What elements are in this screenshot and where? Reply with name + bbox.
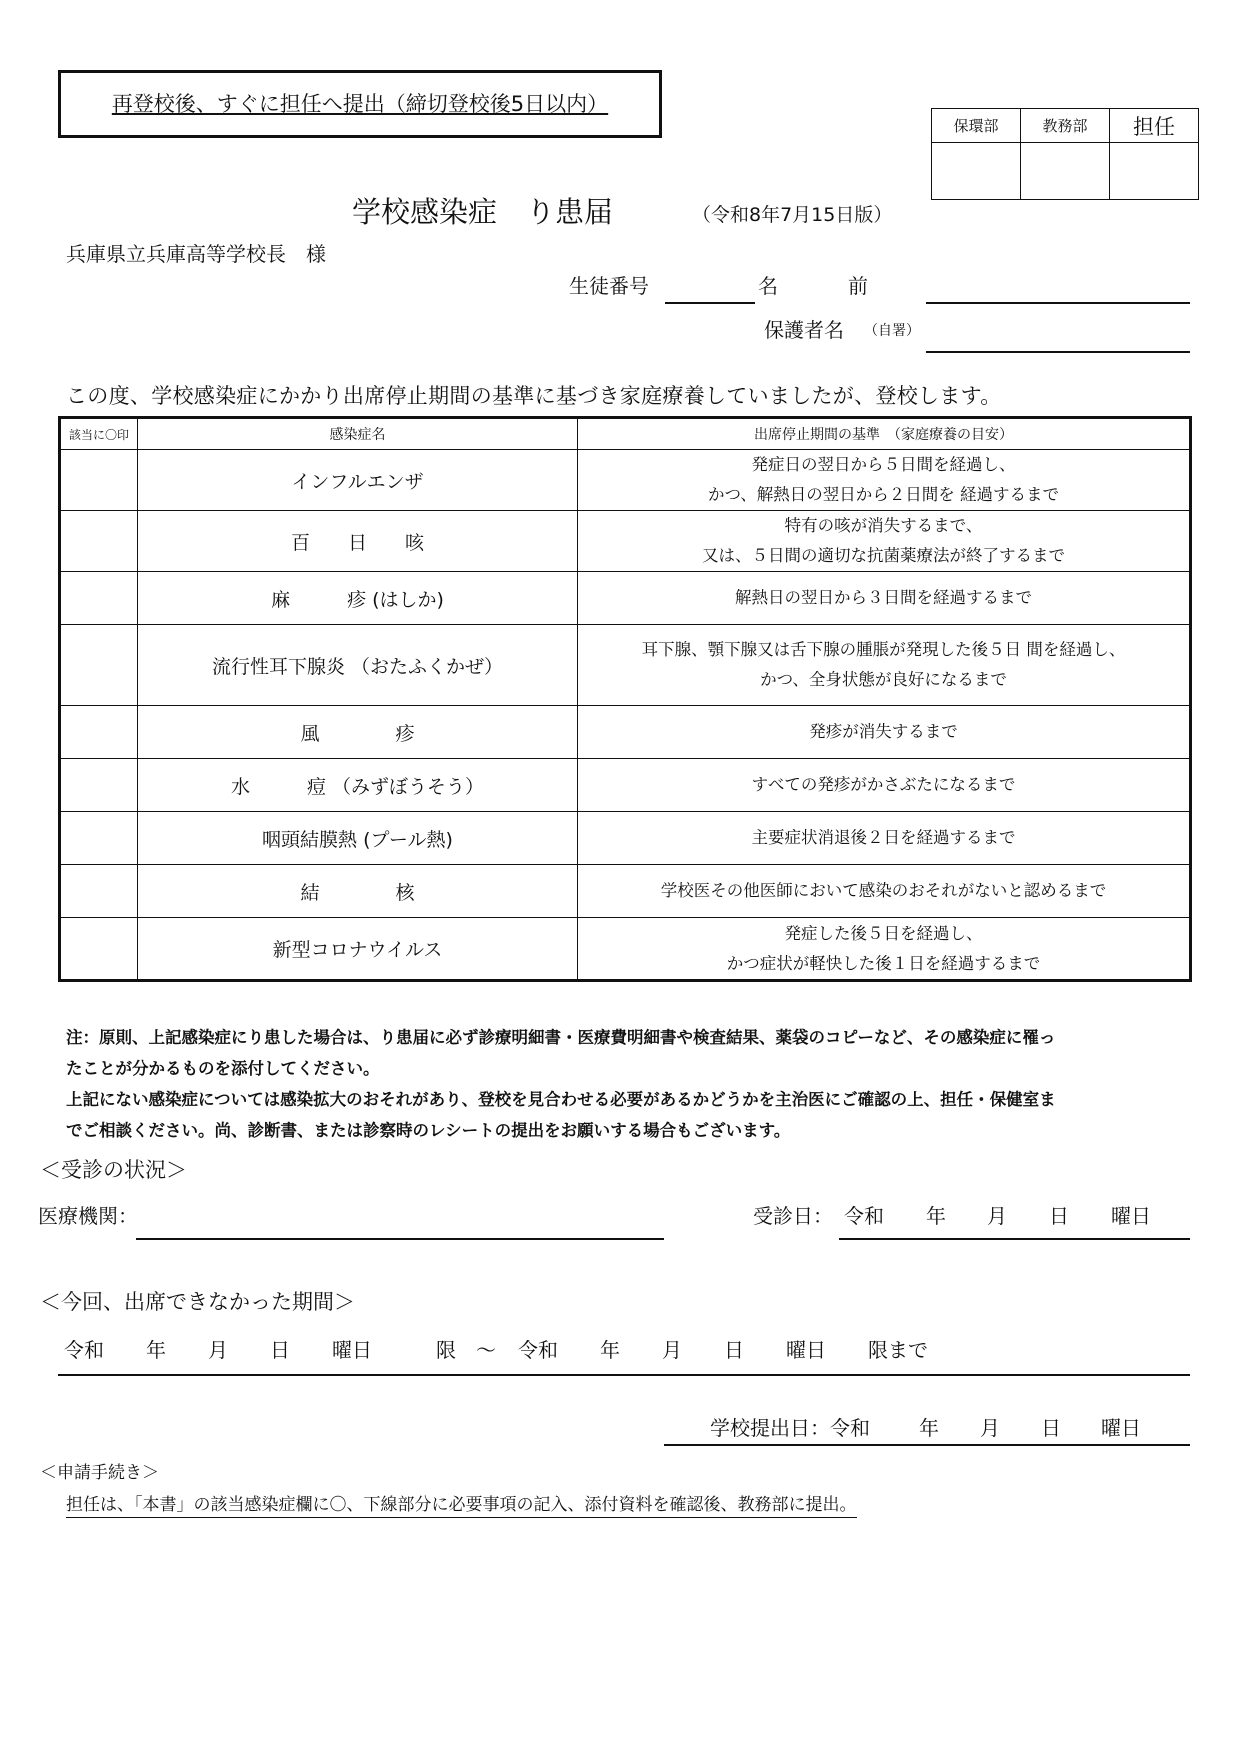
criteria-cell <box>578 706 1191 759</box>
consult-weekday: 曜日 <box>1111 1204 1151 1228</box>
absence-to-month: 月 <box>662 1338 682 1362</box>
table-row <box>60 572 1191 625</box>
criteria-line: かつ、全身状態が良好になるまで <box>760 670 1007 689</box>
addressee: 兵庫県立兵庫高等学校長 様 <box>66 242 326 266</box>
criteria-line: かつ症状が軽快した後１日を経過するまで <box>726 953 1041 973</box>
criteria-cell <box>578 572 1191 625</box>
table-row <box>60 918 1191 981</box>
disease-name: 新型コロナウイルス <box>138 918 578 981</box>
stamp-box-kyomu[interactable] <box>1021 143 1110 200</box>
criteria-line: 解熱日の翌日から３日間を経過するまで <box>735 588 1032 607</box>
absence-period-field[interactable] <box>58 1374 1190 1376</box>
notice-line: でご相談ください。尚、診断書、または診察時のレシートの提出をお願いする場合もございます。 <box>66 1121 791 1140</box>
table-row <box>60 812 1191 865</box>
notice-line: 注：原則、上記感染症にり患した場合は、り患届に必ず診療明細書・医療費明細書や検査結果、薬袋のコピーなど、その感染症に罹っ <box>66 1028 1056 1047</box>
institution-label: 医療機関： <box>38 1204 138 1228</box>
criteria-line: 主要症状消退後２日を経過するまで <box>751 828 1016 847</box>
name-label-a: 名 <box>758 274 778 298</box>
disease-name: 麻 疹 (はしか) <box>138 572 578 625</box>
guardian-name-label: 保護者名 <box>764 318 844 342</box>
submission-notice-box <box>58 70 662 138</box>
disease-name: 百 日 咳 <box>138 511 578 572</box>
absence-heading: ＜今回、出席できなかった期間＞ <box>40 1290 355 1314</box>
criteria-cell <box>578 511 1191 572</box>
stamp-label-tannin: 担任 <box>1110 109 1199 143</box>
stamp-label-kyomu: 教務部 <box>1021 109 1110 143</box>
criteria-line: 発症日の翌日から５日間を経過し、 <box>751 455 1016 474</box>
notice-line: 上記にない感染症については感染拡大のおそれがあり、登校を見合わせる必要があるかどうかを主治医にご確認の上、担任・保健室ま <box>66 1090 1056 1109</box>
criteria-line: 発症した後５日を経過し、 <box>784 923 983 943</box>
table-row <box>60 511 1191 572</box>
mark-cell[interactable] <box>60 865 138 918</box>
document-edition: （令和8年7月15日版） <box>692 204 893 226</box>
table-row <box>60 865 1191 918</box>
disease-name: 咽頭結膜熱 (プール熱) <box>138 812 578 865</box>
guardian-name-field[interactable] <box>926 351 1190 353</box>
mark-cell[interactable] <box>60 706 138 759</box>
absence-until: 限まで <box>868 1338 928 1362</box>
stamp-label-hokan: 保環部 <box>932 109 1021 143</box>
criteria-line: 発疹が消失するまで <box>809 722 958 741</box>
absence-to-day: 日 <box>724 1338 744 1362</box>
criteria-line: かつ、解熱日の翌日から２日間を 経過するまで <box>707 485 1060 504</box>
student-number-label: 生徒番号 <box>569 274 649 298</box>
submission-notice-text: 再登校後、すぐに担任へ提出（締切登校後5日以内） <box>111 92 609 116</box>
procedure-text: 担任は、「本書」の該当感染症欄に〇、下線部分に必要事項の記入、添付資料を確認後、教務部に提出。 <box>66 1490 857 1518</box>
consult-year: 年 <box>926 1204 946 1228</box>
criteria-line: 耳下腺、顎下腺又は舌下腺の腫脹が発現した後５日 間を経過し、 <box>641 640 1126 659</box>
submit-day: 日 <box>1041 1416 1061 1440</box>
mark-cell[interactable] <box>60 918 138 981</box>
table-row <box>60 625 1191 706</box>
table-row <box>60 450 1191 511</box>
submit-date-field[interactable] <box>664 1444 1190 1446</box>
consult-reiwa: 令和 <box>844 1204 884 1228</box>
notice-line: たことが分かるものを添付してください。 <box>66 1059 380 1078</box>
table-header-row <box>60 418 1191 450</box>
header-criteria: 出席停止期間の基準 （家庭療養の目安） <box>578 418 1191 450</box>
mark-cell[interactable] <box>60 572 138 625</box>
procedure-heading: ＜申請手続き＞ <box>40 1463 159 1483</box>
table-row <box>60 706 1191 759</box>
mark-cell[interactable] <box>60 511 138 572</box>
submit-month: 月 <box>980 1416 1000 1440</box>
consultation-heading: ＜受診の状況＞ <box>40 1158 187 1182</box>
submit-date-label: 学校提出日：令和 <box>710 1416 870 1440</box>
submit-weekday: 曜日 <box>1101 1416 1141 1440</box>
header-disease: 感染症名 <box>138 418 578 450</box>
criteria-cell <box>578 759 1191 812</box>
disease-name: 流行性耳下腺炎 （おたふくかぜ） <box>138 625 578 706</box>
absence-to-weekday: 曜日 <box>786 1338 826 1362</box>
criteria-line: 学校医その他医師において感染のおそれがないと認めるまで <box>660 881 1107 900</box>
consult-day: 日 <box>1049 1204 1069 1228</box>
document-title: 学校感染症 り患届 <box>352 195 614 229</box>
disease-name: 風 疹 <box>138 706 578 759</box>
criteria-cell <box>578 450 1191 511</box>
disease-name: 水 痘 （みずぼうそう） <box>138 759 578 812</box>
mark-cell[interactable] <box>60 625 138 706</box>
mark-cell[interactable] <box>60 812 138 865</box>
intro-statement: この度、学校感染症にかかり出席停止期間の基準に基づき家庭療養していましたが、登校します。 <box>66 384 1002 408</box>
stamp-box-hokan[interactable] <box>932 143 1021 200</box>
header-mark: 該当に〇印 <box>60 418 138 450</box>
criteria-cell <box>578 812 1191 865</box>
student-number-field[interactable] <box>665 302 755 304</box>
absence-from-period: 限 <box>436 1338 456 1362</box>
absence-tilde: ～ <box>476 1338 496 1362</box>
absence-from-day: 日 <box>270 1338 290 1362</box>
consult-month: 月 <box>987 1204 1007 1228</box>
absence-from-reiwa: 令和 <box>64 1338 104 1362</box>
notice-paragraph <box>66 1022 1196 1146</box>
consult-date-label: 受診日： <box>753 1204 833 1228</box>
absence-to-year: 年 <box>600 1338 620 1362</box>
submit-year: 年 <box>919 1416 939 1440</box>
disease-name: 結 核 <box>138 865 578 918</box>
criteria-cell <box>578 865 1191 918</box>
criteria-line: 又は、５日間の適切な抗菌薬療法が終了するまで <box>702 546 1065 565</box>
disease-name: インフルエンザ <box>138 450 578 511</box>
institution-field[interactable] <box>136 1238 664 1240</box>
absence-to-reiwa: 令和 <box>518 1338 558 1362</box>
guardian-signature-note: （自署） <box>864 323 920 339</box>
stamp-box-tannin[interactable] <box>1110 143 1199 200</box>
mark-cell[interactable] <box>60 450 138 511</box>
criteria-line: すべての発疹がかさぶたになるまで <box>751 775 1016 794</box>
criteria-cell <box>578 625 1191 706</box>
absence-from-month: 月 <box>208 1338 228 1362</box>
table-row <box>60 759 1191 812</box>
student-name-field[interactable] <box>926 302 1190 304</box>
absence-from-weekday: 曜日 <box>332 1338 372 1362</box>
mark-cell[interactable] <box>60 759 138 812</box>
criteria-cell <box>578 918 1191 981</box>
criteria-line: 特有の咳が消失するまで、 <box>784 516 983 535</box>
approval-stamp-table <box>931 108 1199 200</box>
infectious-disease-table <box>58 416 1192 982</box>
name-label-b: 前 <box>848 274 868 298</box>
consult-date-field[interactable] <box>839 1238 1190 1240</box>
absence-from-year: 年 <box>146 1338 166 1362</box>
